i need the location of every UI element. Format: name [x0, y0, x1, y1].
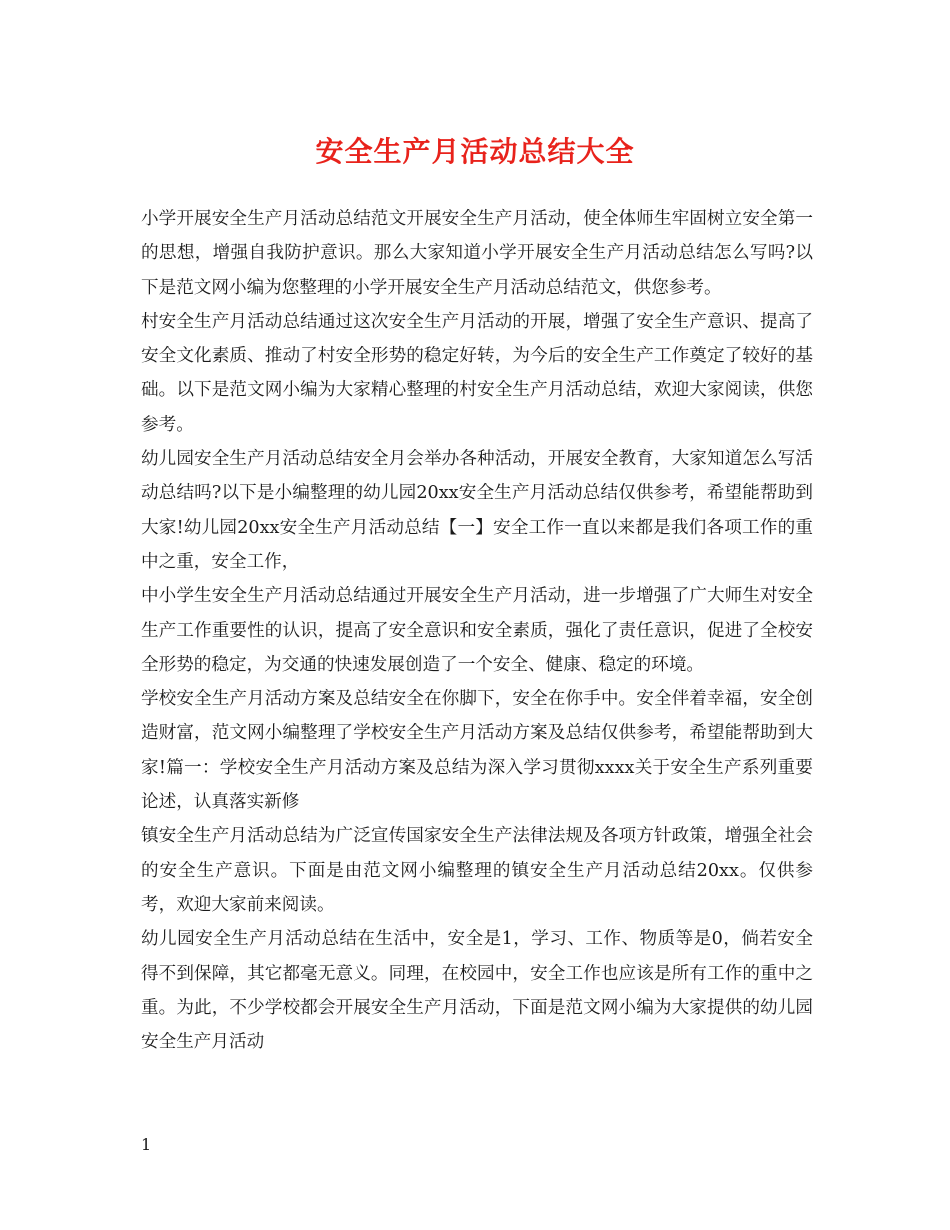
paragraph: 村安全生产月活动总结通过这次安全生产月活动的开展，增强了安全生产意识、提高了安全文化素质、推动了村安全形势的稳定好转，为今后的安全生产工作奠定了较好的基础。以下是范文网小编为大家精心整理的村安全生产月活动总结，欢迎大家阅读，供您参考。 [141, 311, 813, 435]
paragraph: 镇安全生产月活动总结为广泛宣传国家安全生产法律法规及各项方针政策，增强全社会的安全生产意识。下面是由范文网小编整理的镇安全生产月活动总结20xx。仅供参考，欢迎大家前来阅读。 [141, 826, 813, 915]
paragraph: 学校安全生产月活动方案及总结安全在你脚下，安全在你手中。安全伴着幸福，安全创造财富，范文网小编整理了学校安全生产月活动方案及总结仅供参考，希望能帮助到大家!篇一：学校安全生产月活动方案及总结为深入学习贯彻xxxx关于安全生产系列重要论述，认真落实新修 [141, 689, 813, 813]
paragraph: 小学开展安全生产月活动总结范文开展安全生产月活动，使全体师生牢固树立安全第一的思想，增强自我防护意识。那么大家知道小学开展安全生产月活动总结怎么写吗?以下是范文网小编为您整理的小学开展安全生产月活动总结范文，供您参考。 [141, 209, 813, 298]
paragraph: 中小学生安全生产月活动总结通过开展安全生产月活动，进一步增强了广大师生对安全生产工作重要性的认识，提高了安全意识和安全素质，强化了责任意识，促进了全校安全形势的稳定，为交通的快速发展创造了一个安全、健康、稳定的环境。 [141, 586, 813, 675]
paragraph: 幼儿园安全生产月活动总结安全月会举办各种活动，开展安全教育，大家知道怎么写活动总结吗?以下是小编整理的幼儿园20xx安全生产月活动总结仅供参考，希望能帮助到大家!幼儿园20xx安全生产月活动总结【一】安全工作一直以来都是我们各项工作的重中之重，安全工作， [141, 449, 813, 572]
paragraph: 幼儿园安全生产月活动总结在生活中，安全是1，学习、工作、物质等是0，倘若安全得不到保障，其它都毫无意义。同理，在校园中，安全工作也应该是所有工作的重中之重。为此，不少学校都会开展安全生产月活动，下面是范文网小编为大家提供的幼儿园安全生产月活动 [141, 929, 813, 1053]
document-body [141, 202, 813, 1059]
document-title: 安全生产月活动总结大全 [315, 135, 635, 168]
page-number: 1 [141, 1135, 152, 1154]
